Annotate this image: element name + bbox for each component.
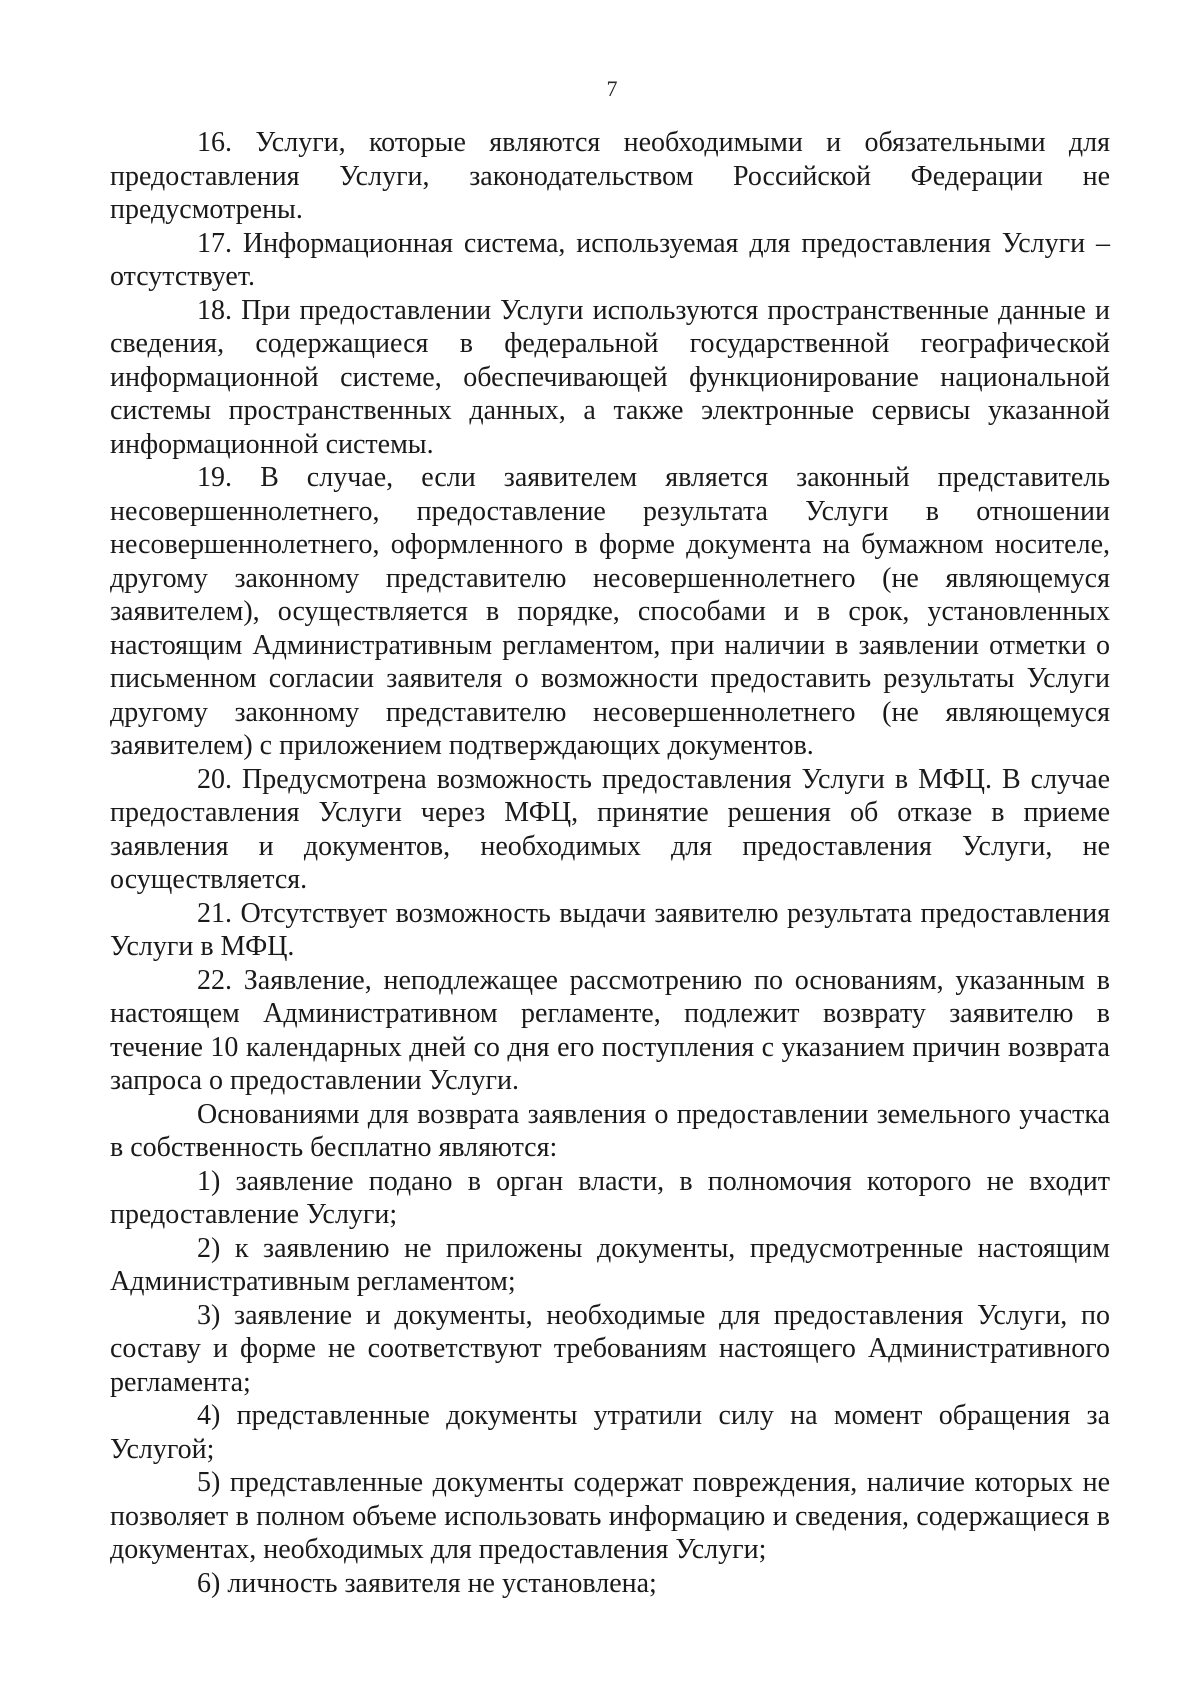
paragraph-18: 18. При предоставлении Услуги используются пространственные данные и сведения, содержащиеся в федеральной государственной географической информационной системе, обеспечивающей функционирование национальной системы пространственных данных, а также электронные сервисы указанной информационной системы. (110, 294, 1110, 460)
list-item-5: 5) представленные документы содержат повреждения, наличие которых не позволяет в полном объеме использовать информацию и сведения, содержащиеся в документах, необходимых для предоставления Услуги; (110, 1467, 1110, 1565)
paragraph-22: 22. Заявление, неподлежащее рассмотрению по основаниям, указанным в настоящем Административном регламенте, подлежит возврату заявителю в течение 10 календарных дней со дня его поступления с указанием причин возврата запроса о предоставлении Услуги. (110, 964, 1110, 1096)
list-item-4: 4) представленные документы утратили силу на момент обращения за Услугой; (110, 1400, 1110, 1465)
list-item-1: 1) заявление подано в орган власти, в полномочия которого не входит предоставление Услуги; (110, 1165, 1110, 1230)
document-body (110, 126, 1110, 1600)
list-item-2: 2) к заявлению не приложены документы, предусмотренные настоящим Административным регламентом; (110, 1232, 1110, 1297)
paragraph-19: 19. В случае, если заявителем является законный представитель несовершеннолетнего, предоставление результата Услуги в отношении несовершеннолетнего, оформленного в форме документа на бумажном носителе, другому законному представителю несовершеннолетнего (не являющемуся заявителем), осуществляется в порядке, способами и в срок, установленных настоящим Административным регламентом, при наличии в заявлении отметки о письменном согласии заявителя о возможности предоставить результаты Услуги другому законному представителю несовершеннолетнего (не являющемуся заявителем) с приложением подтверждающих документов. (110, 462, 1110, 761)
list-item-6: 6) личность заявителя не установлена; (197, 1567, 657, 1599)
paragraph-21: 21. Отсутствует возможность выдачи заявителю результата предоставления Услуги в МФЦ. (110, 897, 1110, 962)
paragraph-16: 16. Услуги, которые являются необходимыми и обязательными для предоставления Услуги, законодательством Российской Федерации не предусмотрены. (110, 127, 1110, 225)
paragraph-20: 20. Предусмотрена возможность предоставления Услуги в МФЦ. В случае предоставления Услуги через МФЦ, принятие решения об отказе в приеме заявления и документов, необходимых для предоставления Услуги, не осуществляется. (110, 763, 1110, 895)
page-number: 7 (606, 76, 618, 101)
paragraph-17: 17. Информационная система, используемая для предоставления Услуги – отсутствует. (110, 227, 1110, 292)
list-item-3: 3) заявление и документы, необходимые для предоставления Услуги, по составу и форме не соответствуют требованиям настоящего Административного регламента; (110, 1299, 1110, 1398)
paragraph-return-grounds: Основаниями для возврата заявления о предоставлении земельного участка в собственность бесплатно являются: (110, 1098, 1110, 1163)
